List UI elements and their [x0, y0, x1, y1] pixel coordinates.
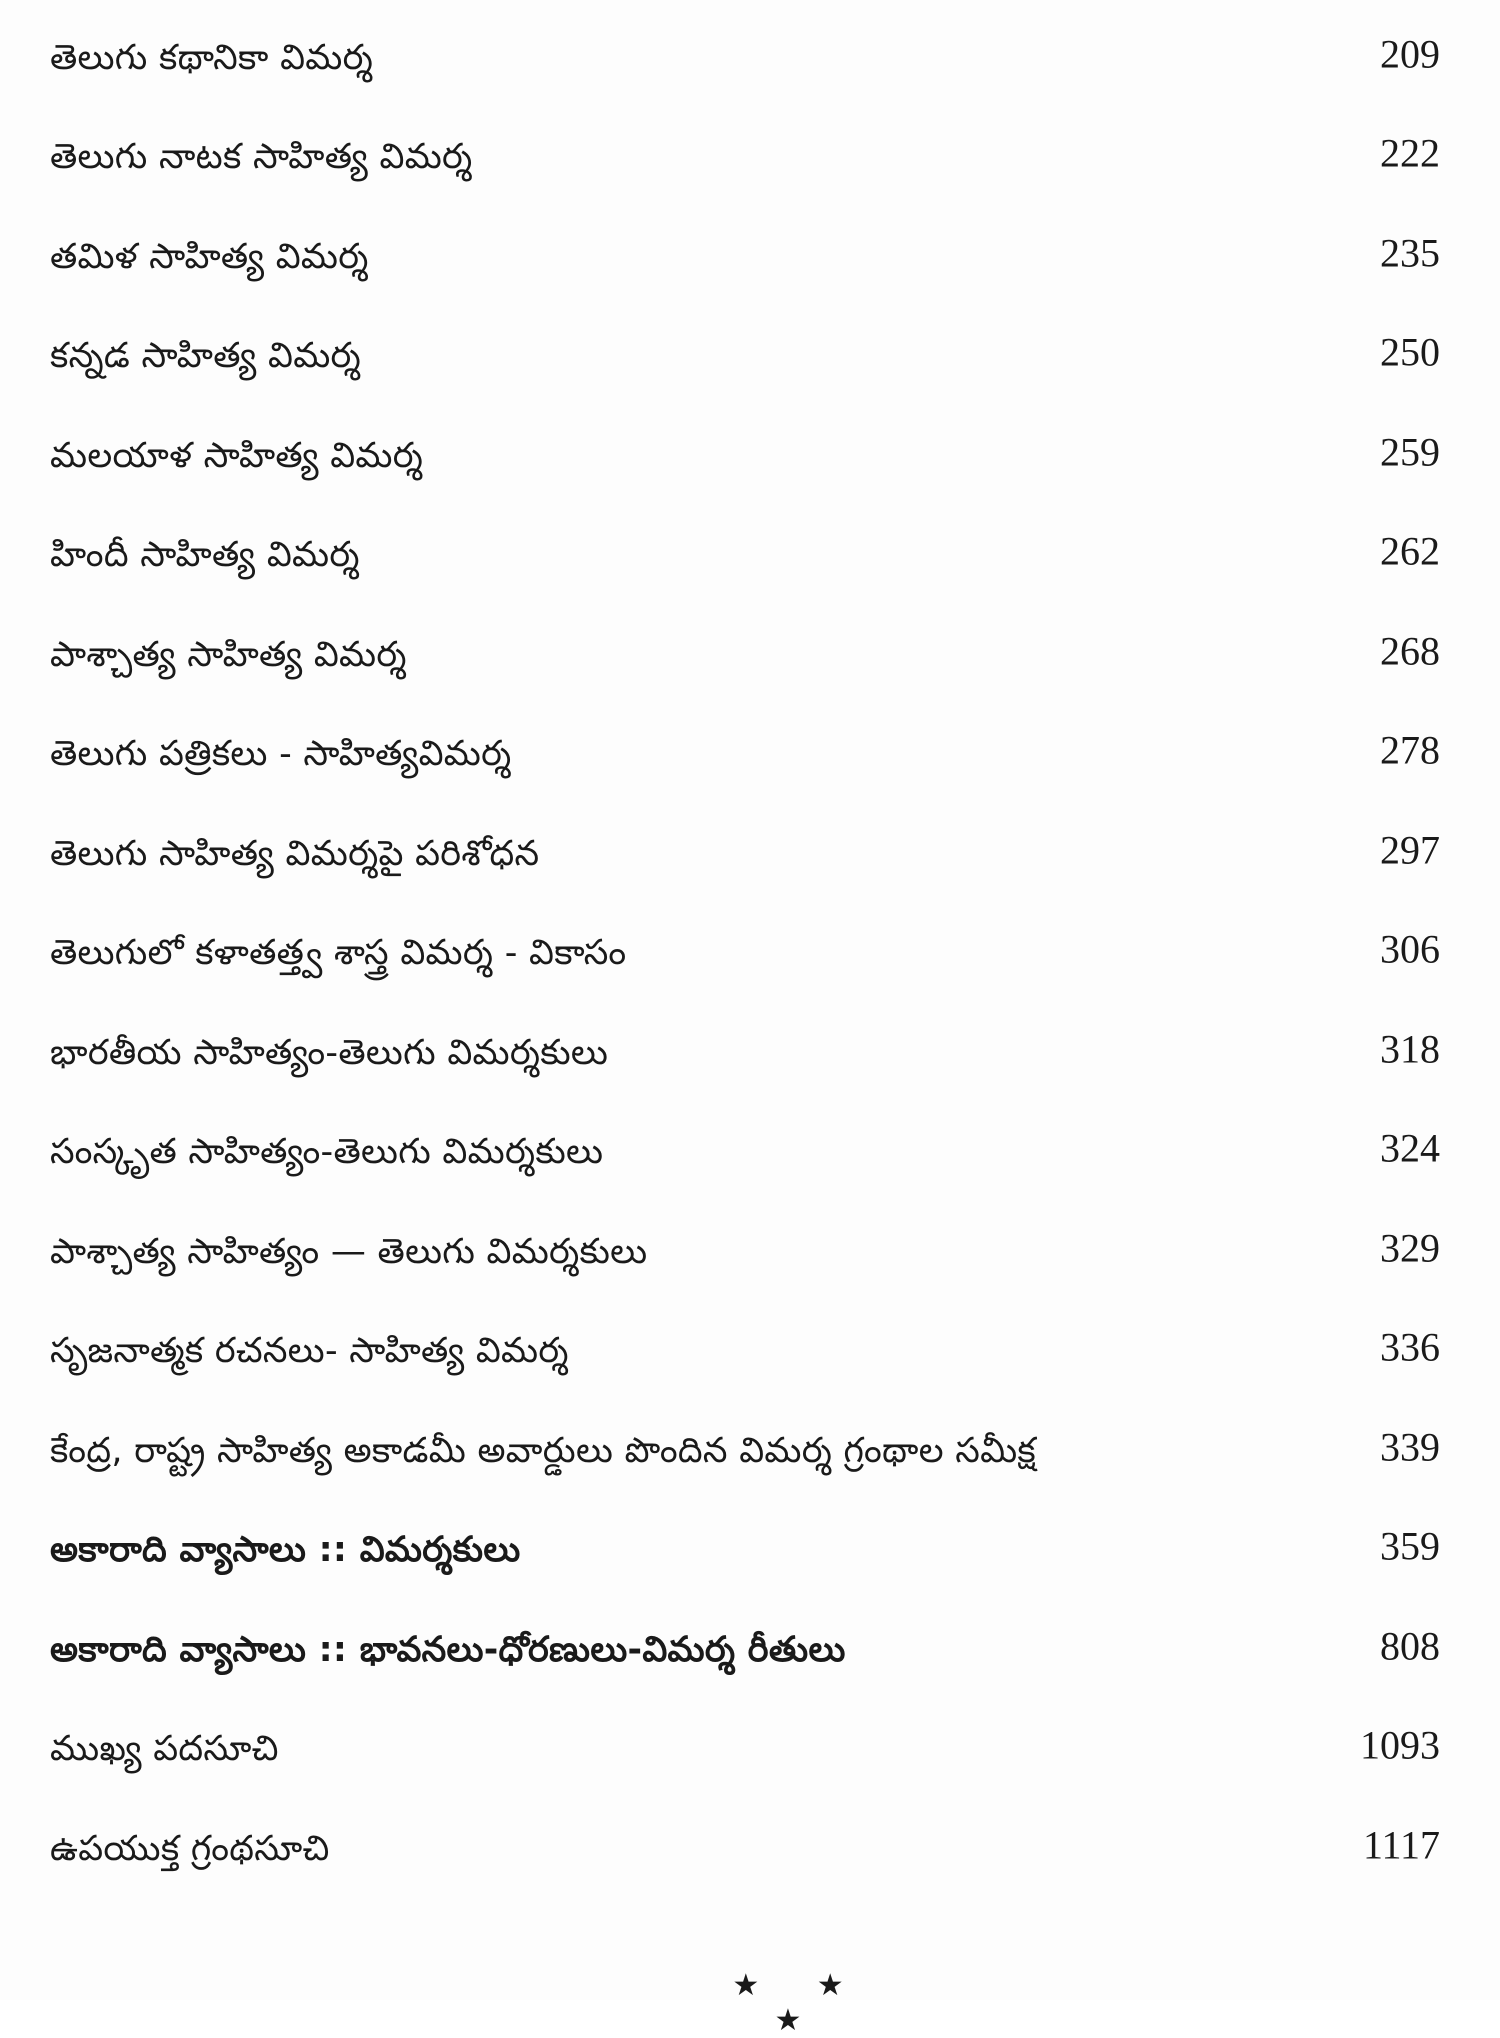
- toc-entry-page: 268: [1380, 628, 1440, 674]
- toc-entry-title: పాశ్చాత్య సాహిత్యం — తెలుగు విమర్శకులు: [50, 1231, 648, 1272]
- toc-entry-title: అకారాది వ్యాసాలు :: భావనలు-ధోరణులు-విమర్శ రీతులు: [50, 1629, 846, 1670]
- toc-entry: [50, 1799, 1450, 1899]
- toc-entry: [50, 307, 1450, 407]
- toc-entry: [50, 506, 1450, 606]
- toc-entry-title: అకారాది వ్యాసాలు :: విమర్శకులు: [50, 1530, 521, 1571]
- toc-entry-page: 262: [1380, 528, 1440, 574]
- toc-entry-title: భారతీయ సాహిత్యం-తెలుగు విమర్శకులు: [50, 1032, 609, 1073]
- toc-entry-title: తెలుగు నాటక సాహిత్య విమర్శ: [50, 137, 473, 178]
- toc-entry: [50, 1700, 1450, 1800]
- toc-entry: [50, 804, 1450, 904]
- toc-entry-page: 318: [1380, 1026, 1440, 1072]
- toc-entry-title: తెలుగులో కళాతత్త్వ శాస్త్ర విమర్శ - వికాసం: [50, 933, 627, 974]
- toc-entry-page: 235: [1380, 230, 1440, 276]
- toc-entry-title: కన్నడ సాహిత్య విమర్శ: [50, 336, 361, 377]
- toc-entry-page: 1117: [1362, 1822, 1440, 1868]
- toc-entry-page: 1093: [1360, 1722, 1440, 1768]
- toc-entry-page: 259: [1380, 429, 1440, 475]
- toc-entry: [50, 705, 1450, 805]
- toc-entry: [50, 1003, 1450, 1103]
- table-of-contents: [50, 8, 1450, 1899]
- toc-entry-page: 297: [1380, 827, 1440, 873]
- toc-entry: [50, 1501, 1450, 1601]
- toc-entry-page: 324: [1380, 1125, 1440, 1171]
- toc-entry-page: 808: [1380, 1623, 1440, 1669]
- toc-entry: [50, 406, 1450, 506]
- toc-entry: [50, 1600, 1450, 1700]
- toc-entry-title: ముఖ్య పదసూచి: [50, 1729, 279, 1770]
- toc-entry: [50, 1302, 1450, 1402]
- toc-entry-page: 339: [1380, 1424, 1440, 1470]
- toc-entry: [50, 1202, 1450, 1302]
- toc-entry-page: 278: [1380, 727, 1440, 773]
- toc-entry-page: 250: [1380, 329, 1440, 375]
- toc-entry: [50, 904, 1450, 1004]
- toc-entry-title: సృజనాత్మక రచనలు- సాహిత్య విమర్శ: [50, 1331, 569, 1372]
- toc-entry-page: 329: [1380, 1225, 1440, 1271]
- toc-entry-title: సంస్కృత సాహిత్యం-తెలుగు విమర్శకులు: [50, 1132, 604, 1173]
- toc-entry-page: 222: [1380, 130, 1440, 176]
- end-of-section-stars: ★ ★ ★: [732, 1968, 868, 2038]
- toc-entry: [50, 207, 1450, 307]
- toc-entry-title: ఉపయుక్త గ్రంథసూచి: [50, 1828, 330, 1869]
- toc-entry-title: తెలుగు సాహిత్య విమర్శపై పరిశోధన: [50, 833, 540, 874]
- toc-entry-title: హిందీ సాహిత్య విమర్శ: [50, 535, 360, 576]
- toc-entry-title: తెలుగు పత్రికలు - సాహిత్యవిమర్శ: [50, 734, 512, 775]
- toc-entry-page: 306: [1380, 926, 1440, 972]
- toc-entry-title: తెలుగు కథానికా విమర్శ: [50, 37, 374, 78]
- toc-entry: [50, 605, 1450, 705]
- toc-entry: [50, 1401, 1450, 1501]
- toc-entry: [50, 108, 1450, 208]
- toc-entry-title: కేంద్ర, రాష్ట్ర సాహిత్య అకాడమీ అవార్డులు పొందిన విమర్శ గ్రంథాల సమీక్ష: [50, 1430, 1037, 1471]
- toc-entry-title: మలయాళ సాహిత్య విమర్శ: [50, 435, 424, 476]
- toc-entry: [50, 1103, 1450, 1203]
- toc-entry-title: పాశ్చాత్య సాహిత్య విమర్శ: [50, 634, 407, 675]
- toc-entry: [50, 8, 1450, 108]
- toc-entry-page: 209: [1380, 31, 1440, 77]
- toc-entry-page: 336: [1380, 1324, 1440, 1370]
- toc-entry-page: 359: [1380, 1523, 1440, 1569]
- toc-entry-title: తమిళ సాహిత్య విమర్శ: [50, 236, 369, 277]
